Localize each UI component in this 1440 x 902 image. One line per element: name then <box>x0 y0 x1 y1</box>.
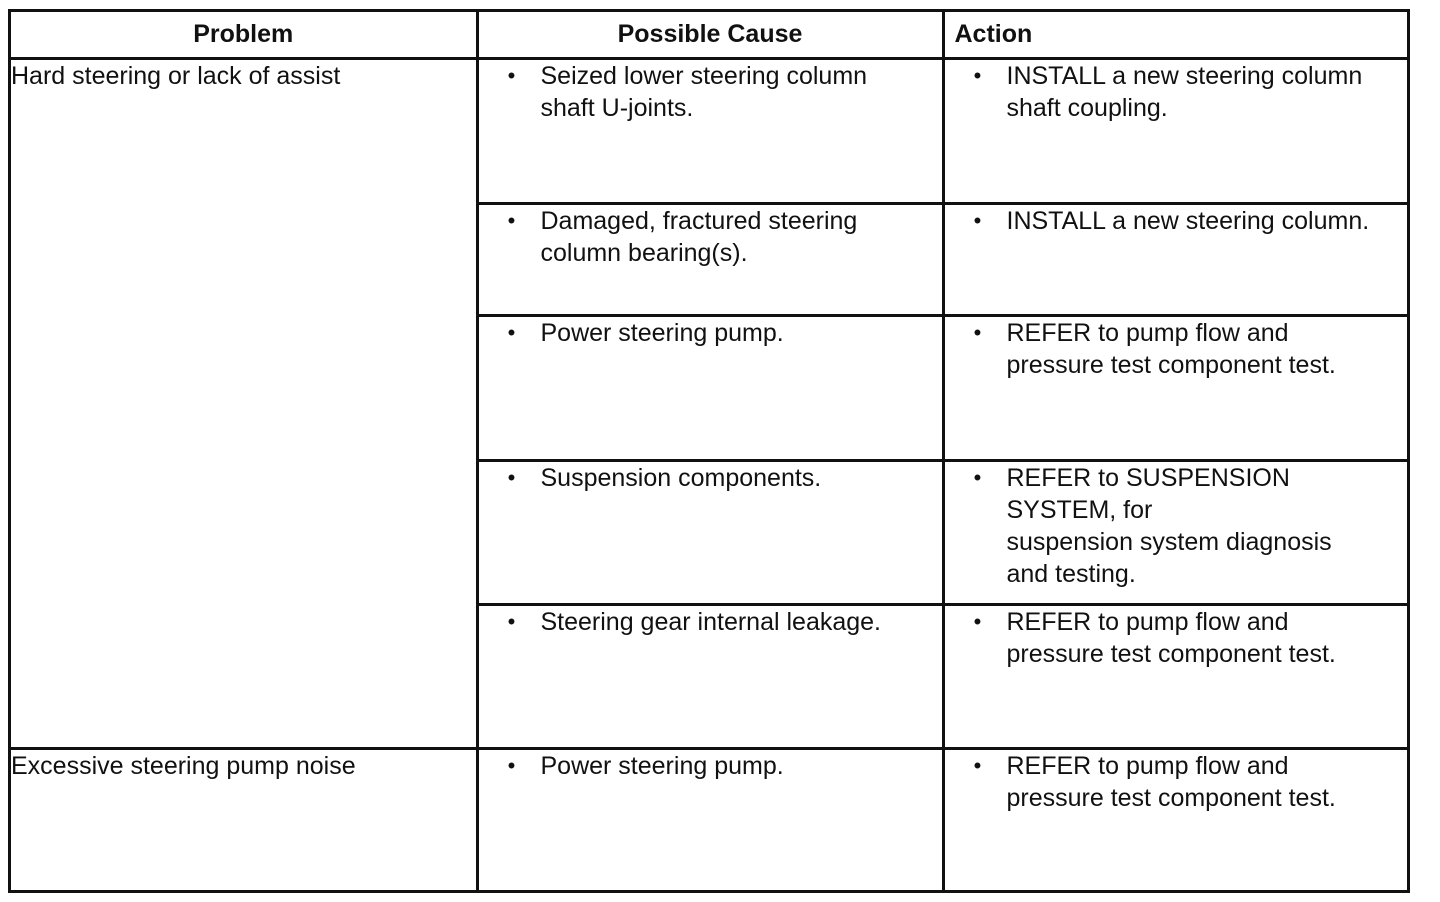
table-row <box>11 748 1407 892</box>
cause-cell <box>477 748 943 892</box>
bullet-icon: • <box>507 62 516 88</box>
bullet-icon: • <box>507 319 516 345</box>
bullet-icon: • <box>507 752 516 778</box>
cause-text: Power steering pump. <box>540 318 784 347</box>
action-text: REFER to SUSPENSION SYSTEM, for suspension system diagnosis and testing. <box>1006 463 1332 588</box>
action-cell <box>943 748 1407 892</box>
bullet-icon: • <box>973 752 982 778</box>
cause-text: Seized lower steering column shaft U-joints. <box>540 61 868 122</box>
problem-text: Hard steering or lack of assist <box>11 61 341 90</box>
action-cell <box>943 58 1407 203</box>
problem-text: Excessive steering pump noise <box>11 751 356 780</box>
steering-diagnosis-table <box>11 12 1407 892</box>
problem-cell <box>11 58 477 748</box>
diagnosis-table-frame <box>8 9 1410 893</box>
bullet-icon: • <box>973 464 982 490</box>
action-text: REFER to pump flow and pressure test component test. <box>1006 607 1336 668</box>
bullet-icon: • <box>973 62 982 88</box>
action-cell <box>943 203 1407 315</box>
cause-cell <box>477 604 943 748</box>
cause-text: Damaged, fractured steering column bearing(s). <box>540 206 858 267</box>
bullet-icon: • <box>507 207 516 233</box>
bullet-icon: • <box>507 608 516 634</box>
table-row <box>11 58 1407 203</box>
action-cell <box>943 460 1407 604</box>
cause-cell <box>477 58 943 203</box>
action-text: INSTALL a new steering column. <box>1006 206 1370 235</box>
action-text: INSTALL a new steering column shaft coupling. <box>1006 61 1363 122</box>
problem-cell <box>11 748 477 892</box>
cause-text: Power steering pump. <box>540 751 784 780</box>
bullet-icon: • <box>973 319 982 345</box>
cause-text: Steering gear internal leakage. <box>540 607 882 636</box>
header-row <box>11 12 1407 58</box>
cause-cell <box>477 315 943 460</box>
bullet-icon: • <box>973 608 982 634</box>
cause-cell <box>477 460 943 604</box>
action-text: REFER to pump flow and pressure test component test. <box>1006 751 1336 812</box>
bullet-icon: • <box>507 464 516 490</box>
header-possible-cause: Possible Cause <box>477 12 943 58</box>
action-text: REFER to pump flow and pressure test component test. <box>1006 318 1336 379</box>
header-action: Action <box>943 12 1407 58</box>
bullet-icon: • <box>973 207 982 233</box>
action-cell <box>943 604 1407 748</box>
action-cell <box>943 315 1407 460</box>
cause-cell <box>477 203 943 315</box>
cause-text: Suspension components. <box>540 463 822 492</box>
header-problem: Problem <box>11 12 477 58</box>
